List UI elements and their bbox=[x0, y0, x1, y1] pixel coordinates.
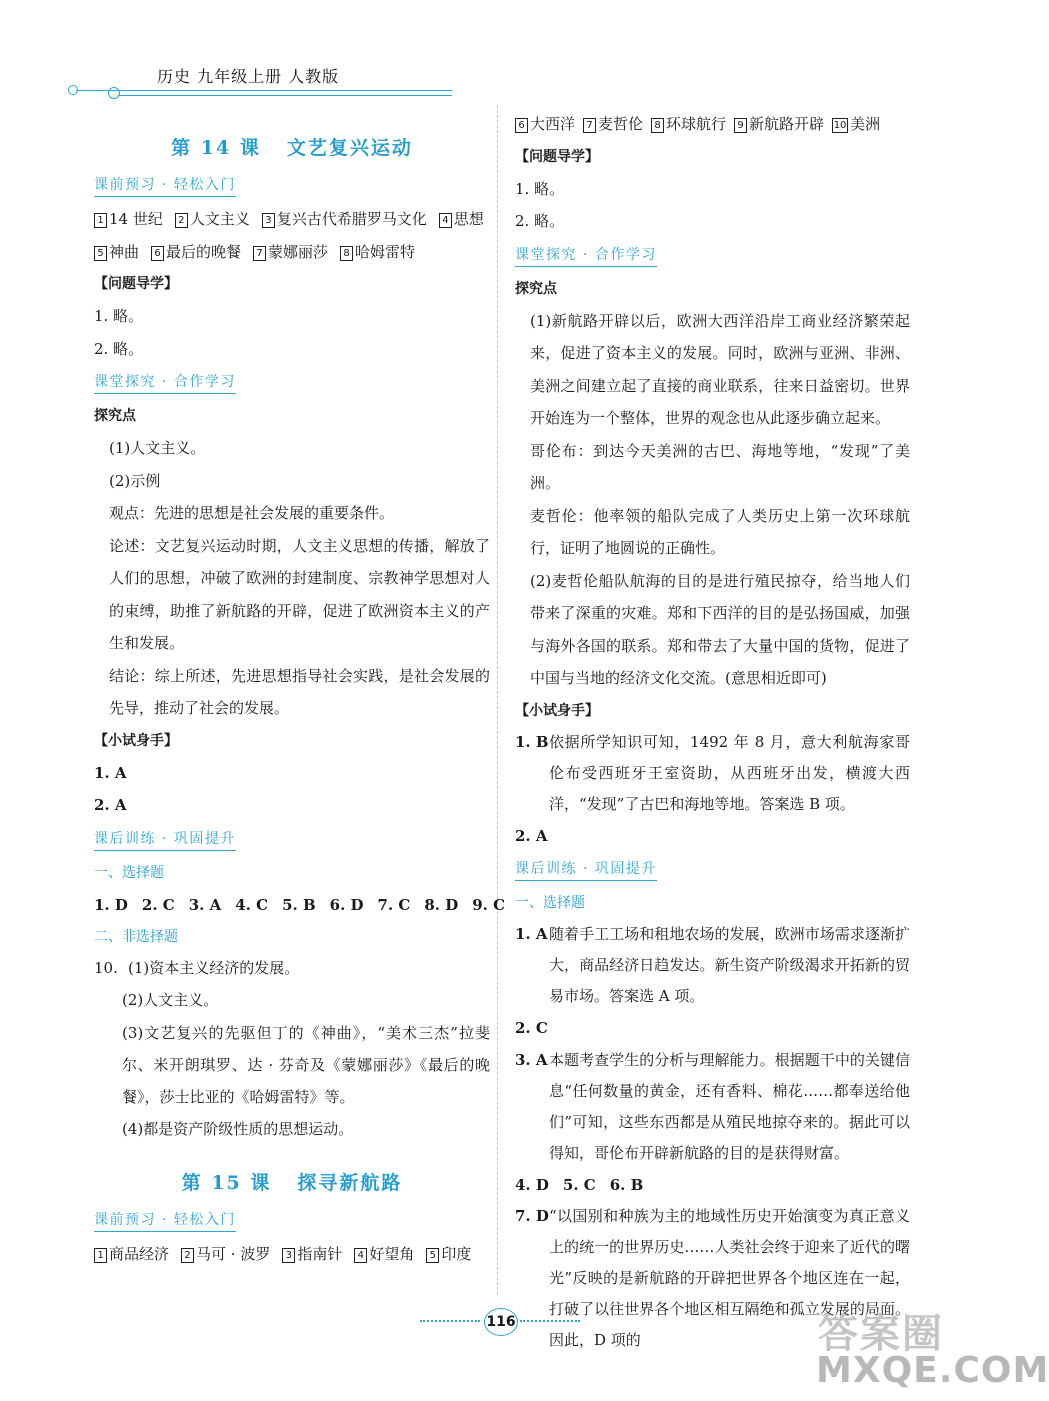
choice-answer-1: 1. A 随着手工工场和租地农场的发展，欧洲市场需求逐渐扩大，商品经济日趋发达。新生资产阶级渴求开拓新的贸易市场。答案选 A 项。 bbox=[515, 925, 910, 1005]
xiaoshi-answer-2: 2. A bbox=[515, 826, 548, 845]
tanjiu-argument: 论述：文艺复兴运动时期，人文主义思想的传播，解放了人们的思想，冲破了欧洲的封建制度、宗教神学思想对人的束缚，助推了新航路的开辟，促进了欧洲资本主义的产生和发展。 bbox=[109, 536, 490, 652]
preview-answers-row-1: 1 14 世纪 2 人文主义 3 复兴古代希腊罗马文化 4 思想 bbox=[94, 203, 490, 236]
tanjiu-conclusion: 结论：综上所述，先进思想指导社会实践，是社会发展的先导，推动了社会的发展。 bbox=[109, 666, 490, 717]
wenti-answer: 1. 略。 bbox=[515, 179, 565, 198]
wenti-heading: 【问题导学】 bbox=[94, 276, 178, 292]
tanjiu-viewpoint: 观点：先进的思想是社会发展的重要条件。 bbox=[109, 504, 395, 522]
preview15-answers-row-2: 6 大西洋 7 麦哲伦 8 环球航行 9 新航路开辟 10 美洲 bbox=[515, 108, 910, 141]
tanjiu-heading: 探究点 bbox=[515, 280, 557, 297]
choice-answers: 1. D 2. C 3. A 4. C 5. B 6. D 7. C 8. D 9. C bbox=[94, 895, 506, 914]
choice-heading: 一、选择题 bbox=[515, 895, 585, 911]
page-number-dots-right bbox=[520, 1320, 580, 1322]
lesson-15-title: 第 15 课 探寻新航路 bbox=[181, 1172, 403, 1194]
preview15-answers-row-1: 1 商品经济 2 马可 · 波罗 3 指南针 4 好望角 5 印度 bbox=[94, 1238, 490, 1271]
tanjiu-paragraph-1: (1)新航路开辟以后，欧洲大西洋沿岸工商业经济繁荣起来，促进了资本主义的发展。同时，欧洲与亚洲、非洲、美洲之间建立起了直接的商业联系，往来日益密切。世界开始连为一个整体，世界的观念也从此逐步确立起来。 bbox=[530, 311, 910, 427]
wenti-answer: 2. 略。 bbox=[94, 339, 144, 358]
wenti-answer: 1. 略。 bbox=[94, 307, 144, 325]
choice-answers-4-6: 4. D 5. C 6. B bbox=[515, 1175, 644, 1194]
q10-answer-2: (2)人文主义。 bbox=[122, 991, 219, 1009]
preview-answers-row-2: 5 神曲 6 最后的晚餐 7 蒙娜丽莎 8 哈姆雷特 bbox=[94, 236, 490, 269]
header-rule-2 bbox=[118, 95, 452, 96]
tanjiu-paragraph-3: 麦哲伦：他率领的船队完成了人类历史上第一次环球航行，证明了地圆说的正确性。 bbox=[530, 506, 910, 557]
tanjiu-paragraph-2: 哥伦布：到达今天美洲的古巴、海地等地，“发现”了美洲。 bbox=[530, 441, 910, 492]
page-number-dots-left bbox=[420, 1320, 480, 1322]
header-ring-icon bbox=[108, 87, 120, 99]
section-label-preview-15: 课前预习 · 轻松入门 bbox=[94, 1211, 236, 1232]
lesson-14-title: 第 14 课 文艺复兴运动 bbox=[171, 137, 413, 159]
column-divider bbox=[497, 105, 498, 1295]
section-label-preview: 课前预习 · 轻松入门 bbox=[94, 176, 236, 197]
xiaoshi-heading: 【小试身手】 bbox=[94, 732, 178, 749]
section-label-after: 课后训练 · 巩固提升 bbox=[94, 830, 236, 851]
xiaoshi-answer: 1. A bbox=[94, 763, 127, 782]
section-label-class: 课堂探究 · 合作学习 bbox=[94, 373, 236, 394]
tanjiu-answer-2: (2)示例 bbox=[109, 471, 161, 490]
q10-answer-3: (3)文艺复兴的先驱但丁的《神曲》，“美术三杰”拉斐尔、米开朗琪罗、达 · 芬奇及《蒙娜丽莎》《最后的晚餐》，莎士比亚的《哈姆雷特》等。 bbox=[122, 1023, 490, 1106]
running-header bbox=[0, 58, 460, 106]
watermark-logo: 答案圈 bbox=[818, 1311, 944, 1357]
page-number bbox=[420, 1308, 580, 1338]
header-title: 历史 九年级上册 人教版 bbox=[157, 67, 340, 86]
section-label-after: 课后训练 · 巩固提升 bbox=[515, 860, 657, 881]
choice-answer-3: 3. A 本题考查学生的分析与理解能力。根据题干中的关键信息“任何数量的黄金，还有香料、棉花……都奉送给他们”可知，这些东西都是从殖民地掠夺来的。据此可以得知，哥伦布开辟新航路的目的是获得财富。 bbox=[515, 1050, 910, 1162]
xiaoshi-heading: 【小试身手】 bbox=[515, 702, 599, 719]
xiaoshi-answer: 2. A bbox=[94, 796, 127, 814]
choice-answer-2: 2. C bbox=[515, 1019, 548, 1037]
tanjiu-heading: 探究点 bbox=[94, 408, 136, 424]
wenti-answer: 2. 略。 bbox=[515, 212, 565, 230]
page-number-value: 116 bbox=[484, 1308, 518, 1336]
q10-answer-4: (4)都是资产阶级性质的思想运动。 bbox=[122, 1119, 354, 1138]
wenti-heading: 【问题导学】 bbox=[515, 148, 599, 165]
tanjiu-answer-1: (1)人文主义。 bbox=[109, 439, 206, 457]
q10-answer-1: 10. (1)资本主义经济的发展。 bbox=[94, 959, 300, 977]
right-column bbox=[515, 108, 910, 1356]
section-label-class: 课堂探究 · 合作学习 bbox=[515, 246, 657, 267]
choice-answer-7: 7. D “以国别和种族为主的地域性历史开始演变为真正意义上的统一的世界历史……人类社会终于迎来了近代的曙光”反映的是新航路的开辟把世界各个地区连在一起，打破了以往世界各个地区相互隔绝和孤立发展的局面。因此，D 项的 bbox=[515, 1207, 910, 1349]
xiaoshi-answer-1: 1. B 依据所学知识可知，1492 年 8 月，意大利航海家哥伦布受西班牙王室资助，从西班牙出发，横渡大西洋，“发现”了古巴和海地等地。答案选 B 项。 bbox=[515, 732, 910, 813]
watermark-text: MXQE.COM bbox=[816, 1350, 1049, 1391]
header-rule bbox=[76, 90, 452, 91]
tanjiu-paragraph-4: (2)麦哲伦船队航海的目的是进行殖民掠夺，给当地人们带来了深重的灾难。郑和下西洋的目的是弘扬国威，加强与海外各国的联系。郑和带去了大量中国的货物，促进了中国与当地的经济文化交流。(意思相近即可) bbox=[530, 571, 910, 687]
choice-heading: 一、选择题 bbox=[94, 864, 164, 881]
nonchoice-heading: 二、非选择题 bbox=[94, 929, 178, 945]
watermark bbox=[808, 1302, 1049, 1398]
left-column bbox=[94, 128, 506, 1271]
